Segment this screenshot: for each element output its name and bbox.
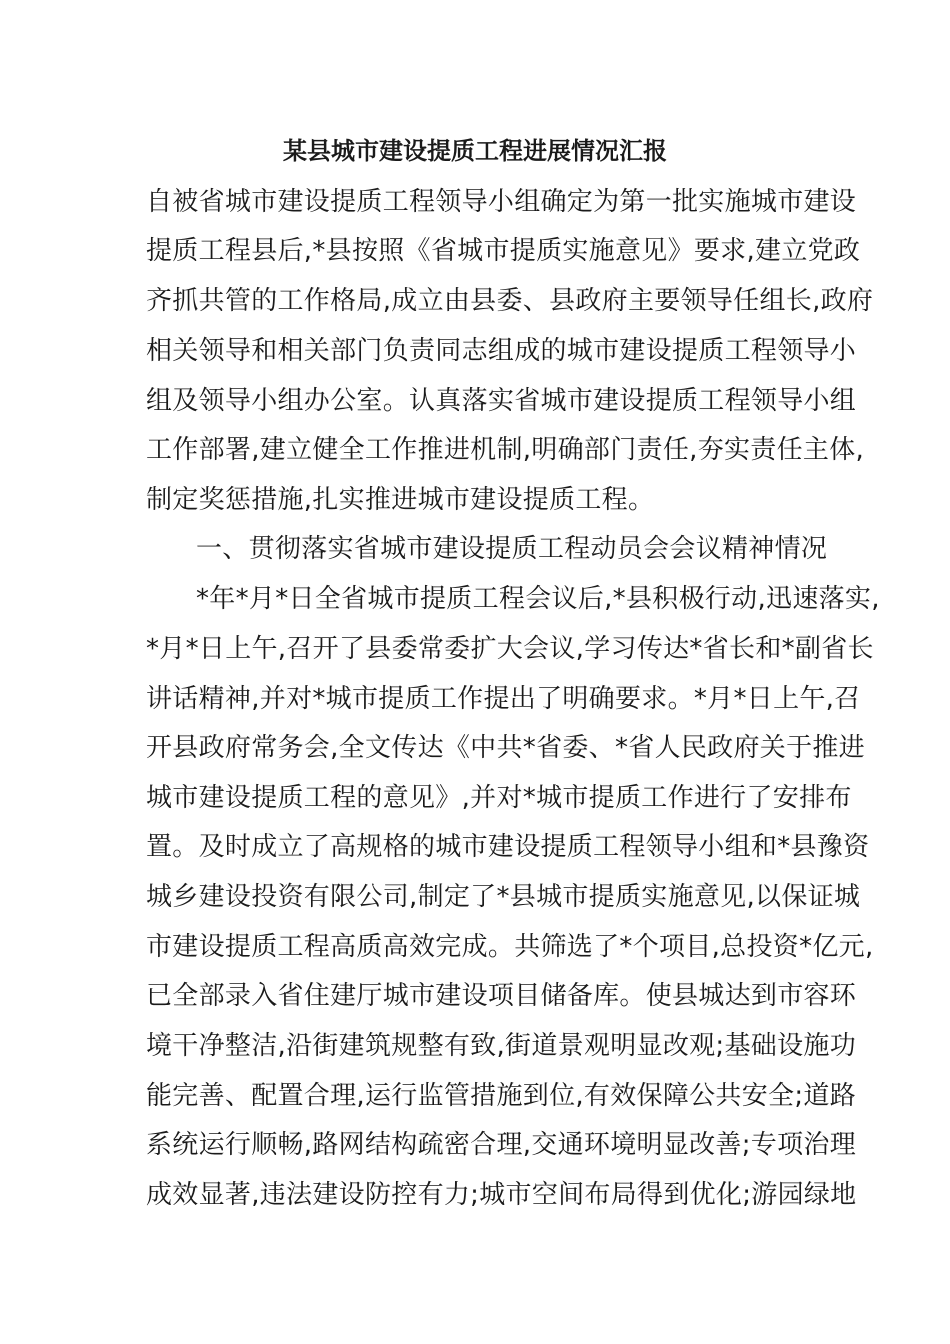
paragraph-line: *年*月*日全省城市提质工程会议后,*县积极行动,迅速落实, [196, 584, 880, 614]
paragraph-line: 市建设提质工程高质高效完成。共筛选了*个项目,总投资*亿元, [146, 932, 874, 962]
paragraph-line: 组及领导小组办公室。认真落实省城市建设提质工程领导小组 [146, 386, 857, 416]
paragraph-line: 开县政府常务会,全文传达《中共*省委、*省人民政府关于推进 [146, 733, 865, 763]
paragraph-line: 已全部录入省住建厅城市建设项目储备库。使县城达到市容环 [146, 981, 857, 1011]
paragraph-line: 提质工程县后,*县按照《省城市提质实施意见》要求,建立党政 [146, 236, 861, 266]
paragraph-line: 自被省城市建设提质工程领导小组确定为第一批实施城市建设 [146, 187, 857, 217]
document-title: 某县城市建设提质工程进展情况汇报 [283, 137, 667, 165]
paragraph-line: 境干净整洁,沿街建筑规整有致,街道景观明显改观;基础设施功 [146, 1031, 856, 1061]
paragraph-line: 讲话精神,并对*城市提质工作提出了明确要求。*月*日上午,召 [146, 684, 861, 714]
paragraph-line: *月*日上午,召开了县委常委扩大会议,学习传达*省长和*副省长 [146, 634, 874, 664]
paragraph-line: 能完善、配置合理,运行监管措施到位,有效保障公共安全;道路 [146, 1081, 856, 1111]
paragraph-line: 制定奖惩措施,扎实推进城市建设提质工程。 [146, 485, 655, 515]
paragraph-line: 置。及时成立了高规格的城市建设提质工程领导小组和*县豫资 [146, 832, 870, 862]
paragraph-line: 成效显著,违法建设防控有力;城市空间布局得到优化;游园绿地 [146, 1180, 857, 1210]
paragraph-line: 齐抓共管的工作格局,成立由县委、县政府主要领导任组长,政府 [146, 286, 874, 316]
section-heading: 一、贯彻落实省城市建设提质工程动员会会议精神情况 [196, 534, 828, 564]
paragraph-line: 城乡建设投资有限公司,制定了*县城市提质实施意见,以保证城 [146, 882, 861, 912]
paragraph-line: 城市建设提质工程的意见》,并对*城市提质工作进行了安排布 [146, 783, 852, 813]
paragraph-line: 工作部署,建立健全工作推进机制,明确部门责任,夯实责任主体, [146, 435, 865, 465]
paragraph-line: 系统运行顺畅,路网结构疏密合理,交通环境明显改善;专项治理 [146, 1130, 856, 1160]
paragraph-line: 相关领导和相关部门负责同志组成的城市建设提质工程领导小 [146, 336, 857, 366]
